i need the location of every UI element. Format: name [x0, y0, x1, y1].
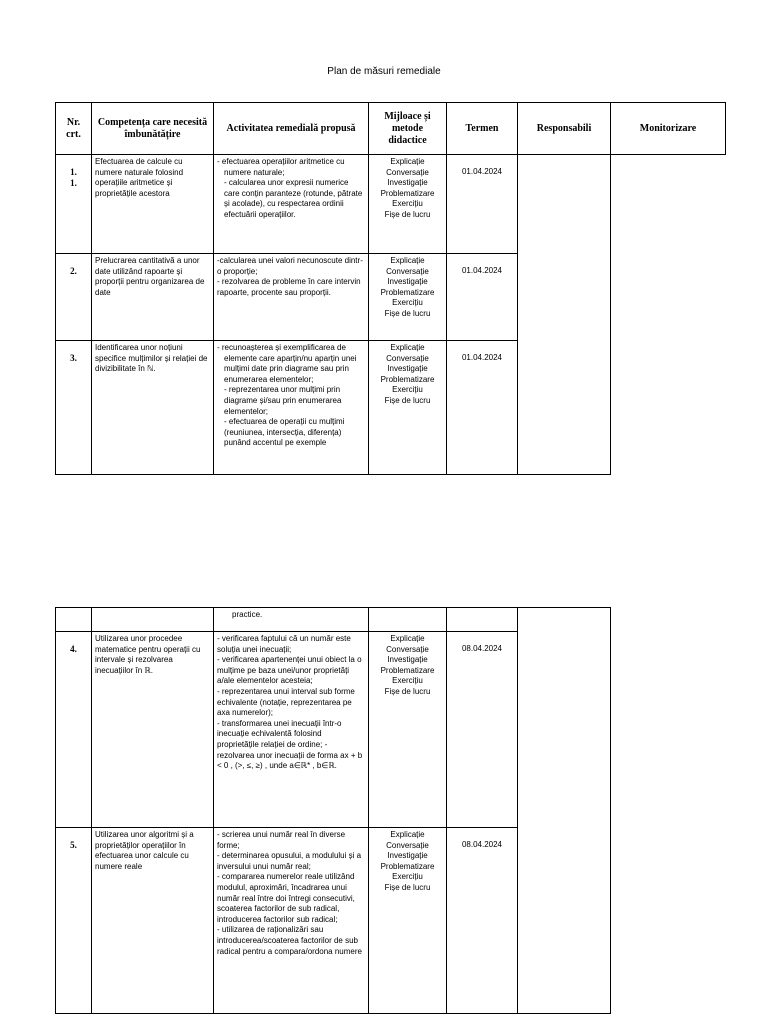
header-termen: Termen [447, 103, 518, 155]
row-activitatea-continuation: practice. [214, 608, 369, 632]
row-termen: 01.04.2024 [447, 341, 518, 475]
row-termen: 08.04.2024 [447, 632, 518, 828]
row-nr: 4. [56, 632, 92, 828]
row-activitatea: - verificarea faptului că un număr este soluția unei inecuații; - verificarea apartenenței unui obiect la o mulțime pe baza unei/unor proprietăți a/ale elementelor acesteia; - reprezentarea unui interval sub forme echivalente (notație, reprezentarea pe axa numerelor); - transformarea unei inecuații într-o inecuație echivalentă folosind proprietățile relației de ordine; - rezolvarea unor inecuații de forma ax + b < 0 , (>, ≤, ≥) , unde a∈ℝ* , b∈ℝ. [214, 632, 369, 828]
row-nr: 3. [56, 341, 92, 475]
row-competenta: Efectuarea de calcule cu numere naturale folosind operațiile aritmetice și proprietățile acestora [92, 155, 214, 254]
remedial-plan-table-page1 [55, 102, 726, 475]
header-mijloace: Mijloace și metode didactice [369, 103, 447, 155]
row-monitorizare [611, 608, 726, 1014]
row-responsabili [518, 155, 611, 475]
table-row [56, 155, 726, 254]
table-row [56, 608, 726, 632]
header-responsabili: Responsabili [518, 103, 611, 155]
row-mijloace [369, 608, 447, 632]
header-nr: Nr. crt. [56, 103, 92, 155]
row-termen: 01.04.2024 [447, 155, 518, 254]
row-competenta: Prelucrarea cantitativă a unor date utilizând rapoarte și proporții pentru organizarea de date [92, 254, 214, 341]
row-nr: 1. 1. [56, 155, 92, 254]
row-activitatea: - scrierea unui număr real în diverse forme; - determinarea opusului, a modulului și a inversului unui număr real; - compararea numerelor reale utilizând modulul, aproximări, încadrarea unui număr real între doi întregi consecutivi, scoaterea factorilor de sub radical, introducerea factorilor sub radical; - utilizarea de raționalizări sau introducerea/scoaterea factorilor de sub radical pentru a compara/ordona numere [214, 828, 369, 1014]
row-termen: 01.04.2024 [447, 254, 518, 341]
header-competenta: Competența care necesită îmbunătățire [92, 103, 214, 155]
remedial-plan-table-page2 [55, 607, 726, 1014]
row-nr: 5. [56, 828, 92, 1014]
row-mijloace: Explicație Conversație Investigație Problematizare Exercițiu Fișe de lucru [369, 254, 447, 341]
row-monitorizare [611, 155, 726, 475]
row-competenta [92, 608, 214, 632]
row-activitatea: - recunoașterea și exemplificarea de elemente care aparțin/nu aparțin unei mulțimi date prin diagrame sau prin enumerarea elementelor; - reprezentarea unor mulțimi prin diagrame și/sau prin enumerarea elementelor; - efectuarea de operații cu mulțimi (reuniunea, intersecția, diferența) punând accentul pe exemple [214, 341, 369, 475]
row-mijloace: Explicație Conversație Investigație Problematizare Exercițiu Fișe de lucru [369, 341, 447, 475]
table-header-row [56, 103, 726, 155]
document-title: Plan de măsuri remediale [327, 66, 441, 77]
row-competenta: Utilizarea unor procedee matematice pentru operații cu intervale și rezolvarea inecuațiilor în ℝ. [92, 632, 214, 828]
row-termen: 08.04.2024 [447, 828, 518, 1014]
row-mijloace: Explicație Conversație Investigație Problematizare Exercițiu Fișe de lucru [369, 155, 447, 254]
row-mijloace: Explicație Conversație Investigație Problematizare Exercițiu Fișe de lucru [369, 632, 447, 828]
row-nr: 2. [56, 254, 92, 341]
header-monitorizare: Monitorizare [611, 103, 726, 155]
row-competenta: Identificarea unor noțiuni specifice mulțimilor și relației de divizibilitate în ℕ. [92, 341, 214, 475]
row-competenta: Utilizarea unor algoritmi și a proprietăților operațiilor în efectuarea unor calcule cu numere reale [92, 828, 214, 1014]
row-activitatea: -calcularea unei valori necunoscute dintr-o proporție; - rezolvarea de probleme în care intervin rapoarte, procente sau proporții. [214, 254, 369, 341]
row-termen [447, 608, 518, 632]
row-responsabili [518, 608, 611, 1014]
row-activitatea: - efectuarea operațiilor aritmetice cu numere naturale; - calcularea unor expresii numerice care conțin paranteze (rotunde, pătrate și acolade), cu respectarea ordinii efectuării operațiilor. [214, 155, 369, 254]
row-mijloace: Explicație Conversație Investigație Problematizare Exercițiu Fișe de lucru [369, 828, 447, 1014]
row-nr [56, 608, 92, 632]
header-activitatea: Activitatea remedială propusă [214, 103, 369, 155]
